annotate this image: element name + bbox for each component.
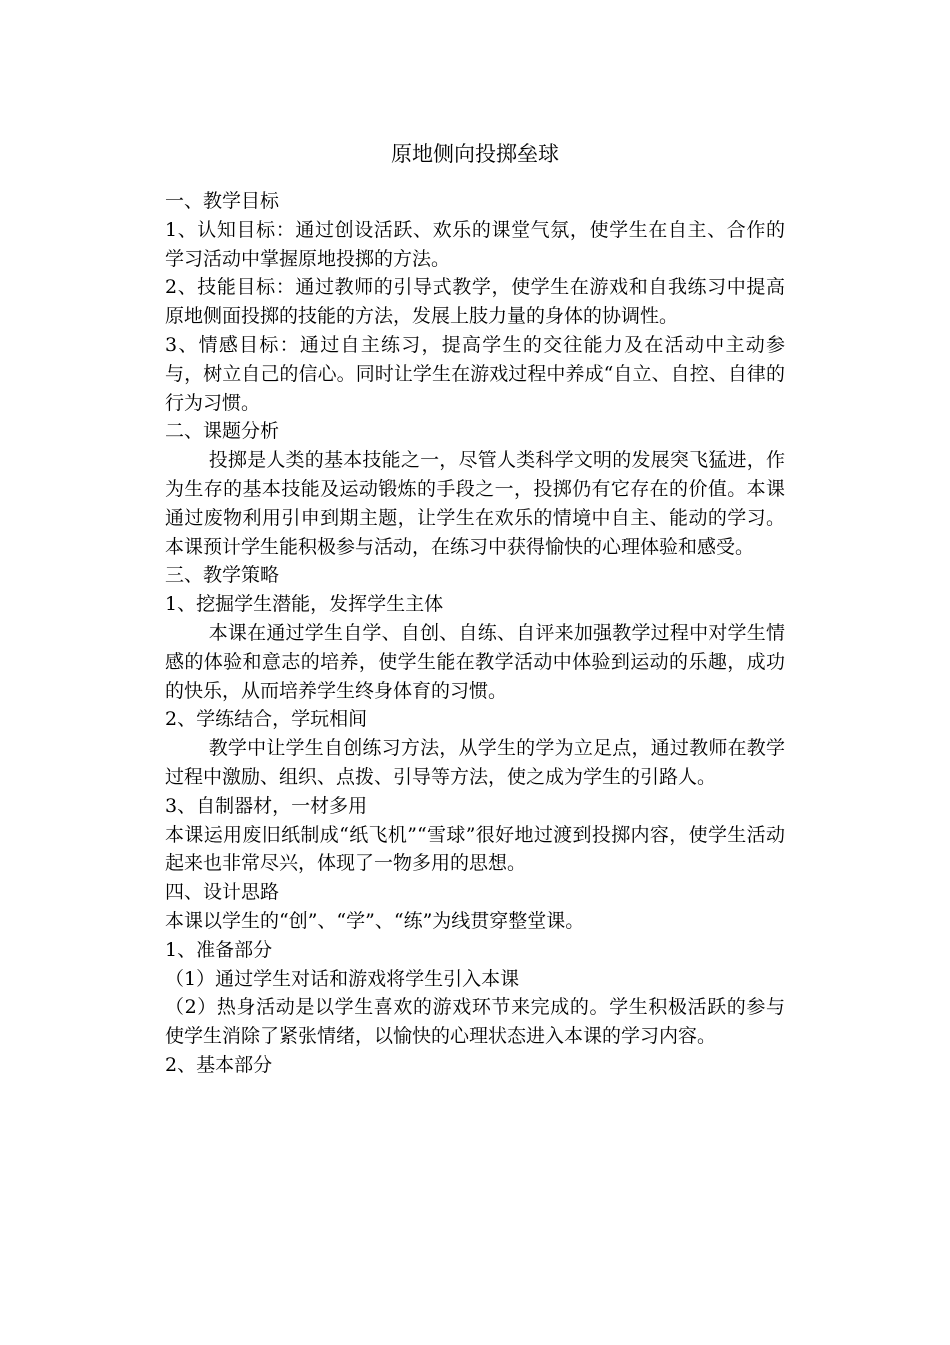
paragraph: 教学中让学生自创练习方法，从学生的学为立足点，通过教师在教学过程中激励、组织、点拨、引导等方法，使之成为学生的引路人。 [165,737,785,788]
paragraph: 三、教学策略 [165,564,280,587]
paragraph: 1、认知目标：通过创设活跃、欢乐的课堂气氛，使学生在自主、合作的学习活动中掌握原地投掷的方法。 [165,218,785,270]
paragraph: 四、设计思路 [165,881,280,904]
document-page [165,138,785,1080]
paragraph: 2、技能目标：通过教师的引导式教学，使学生在游戏和自我练习中提高原地侧面投掷的技能的方法，发展上肢力量的身体的协调性。 [165,276,785,328]
paragraph: （2）热身活动是以学生喜欢的游戏环节来完成的。学生积极活跃的参与使学生消除了紧张情绪，以愉快的心理状态进入本课的学习内容。 [165,996,785,1048]
paragraph: 一、教学目标 [165,190,280,212]
paragraph: 本课在通过学生自学、自创、自练、自评来加强教学过程中对学生情感的体验和意志的培养，使学生能在教学活动中体验到运动的乐趣，成功的快乐，从而培养学生终身体育的习惯。 [165,621,785,702]
paragraph: 1、挖掘学生潜能，发挥学生主体 [165,593,444,616]
paragraph: 3、自制器材，一材多用 [165,794,368,817]
paragraph: 本课以学生的“创”、“学”、“练”为线贯穿整堂课。 [165,909,585,932]
paragraph: （1）通过学生对话和游戏将学生引入本课 [165,967,520,990]
paragraph: 2、基本部分 [165,1053,273,1076]
document-title: 原地侧向投掷垒球 [391,142,559,166]
paragraph: 2、学练结合，学玩相间 [165,708,368,731]
paragraph: 投掷是人类的基本技能之一，尽管人类科学文明的发展突飞猛进，作为生存的基本技能及运动锻炼的手段之一，投掷仍有它存在的价值。本课通过废物利用引申到期主题，让学生在欢乐的情境中自主、能动的学习。本课预计学生能积极参与活动，在练习中获得愉快的心理体验和感受。 [165,449,785,558]
paragraph: 二、课题分析 [165,420,280,443]
paragraph: 本课运用废旧纸制成“纸飞机”“雪球”很好地过渡到投掷内容，使学生活动起来也非常尽兴，体现了一物多用的思想。 [165,823,785,875]
paragraph: 3、情感目标：通过自主练习，提高学生的交往能力及在活动中主动参与，树立自己的信心。同时让学生在游戏过程中养成“自立、自控、自律的行为习惯。 [165,333,785,414]
document-body [165,187,785,1080]
paragraph: 1、准备部分 [165,938,273,961]
